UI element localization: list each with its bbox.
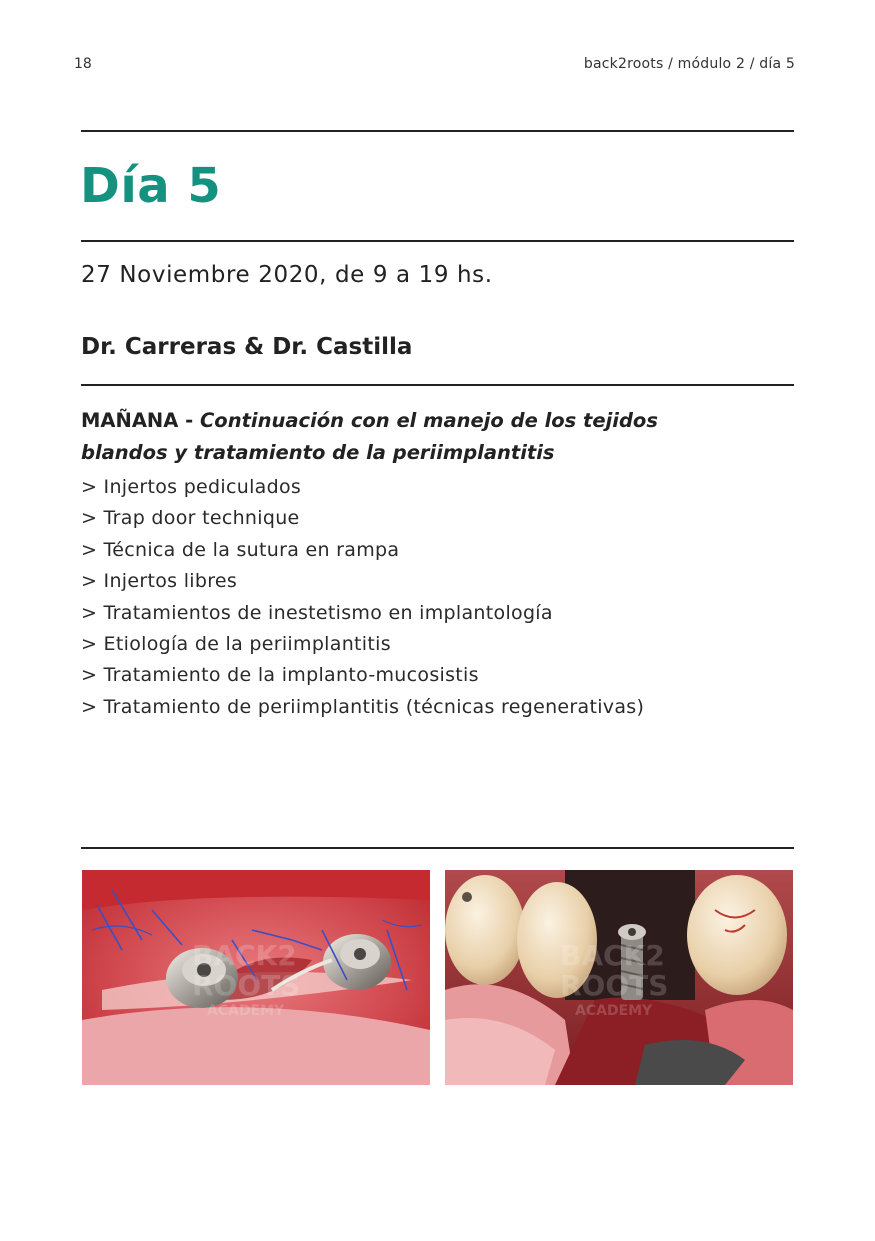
svg-text:BACK2: BACK2 — [560, 939, 665, 972]
instructors: Dr. Carreras & Dr. Castilla — [81, 334, 413, 360]
topic-item: > Técnica de la sutura en rampa — [81, 538, 400, 561]
clinical-photo-sutured-implants — [82, 870, 430, 1085]
svg-text:ROOTS: ROOTS — [560, 969, 669, 1002]
svg-text:ACADEMY: ACADEMY — [207, 1003, 285, 1019]
topic-item: > Injertos pediculados — [81, 476, 302, 498]
topic-list — [81, 472, 644, 723]
topic-item: > Etiología de la periimplantitis — [81, 633, 391, 656]
photos-rule — [81, 847, 794, 849]
svg-text:ACADEMY: ACADEMY — [575, 1003, 653, 1019]
topic-item: > Trap door technique — [81, 507, 300, 530]
topic-item: > Tratamiento de la implanto-mucosistis — [81, 664, 479, 687]
running-header: back2roots / módulo 2 / día 5 — [583, 56, 795, 72]
page-number: 18 — [74, 56, 92, 72]
instructors-rule — [81, 384, 794, 386]
topic-item: > Tratamientos de inestetismo en implantología — [81, 601, 553, 624]
session-subtitle-line2: blandos y tratamiento de la periimplantitis — [81, 441, 555, 464]
top-rule — [81, 130, 794, 132]
session-heading — [81, 405, 701, 469]
session-label: MAÑANA - — [81, 409, 194, 432]
session-subtitle-line1: Continuación con el manejo de los tejidos — [200, 409, 658, 432]
topic-item: > Injertos libres — [81, 570, 238, 593]
svg-text:ROOTS: ROOTS — [192, 969, 301, 1002]
session-date: 27 Noviembre 2020, de 9 a 19 hs. — [81, 262, 493, 288]
clinical-photo-periimplantitis — [445, 870, 793, 1085]
page-title: Día 5 — [80, 158, 222, 214]
svg-text:BACK2: BACK2 — [192, 939, 297, 972]
topic-item: > Tratamiento de periimplantitis (técnicas regenerativas) — [81, 695, 645, 718]
title-rule — [81, 240, 794, 242]
